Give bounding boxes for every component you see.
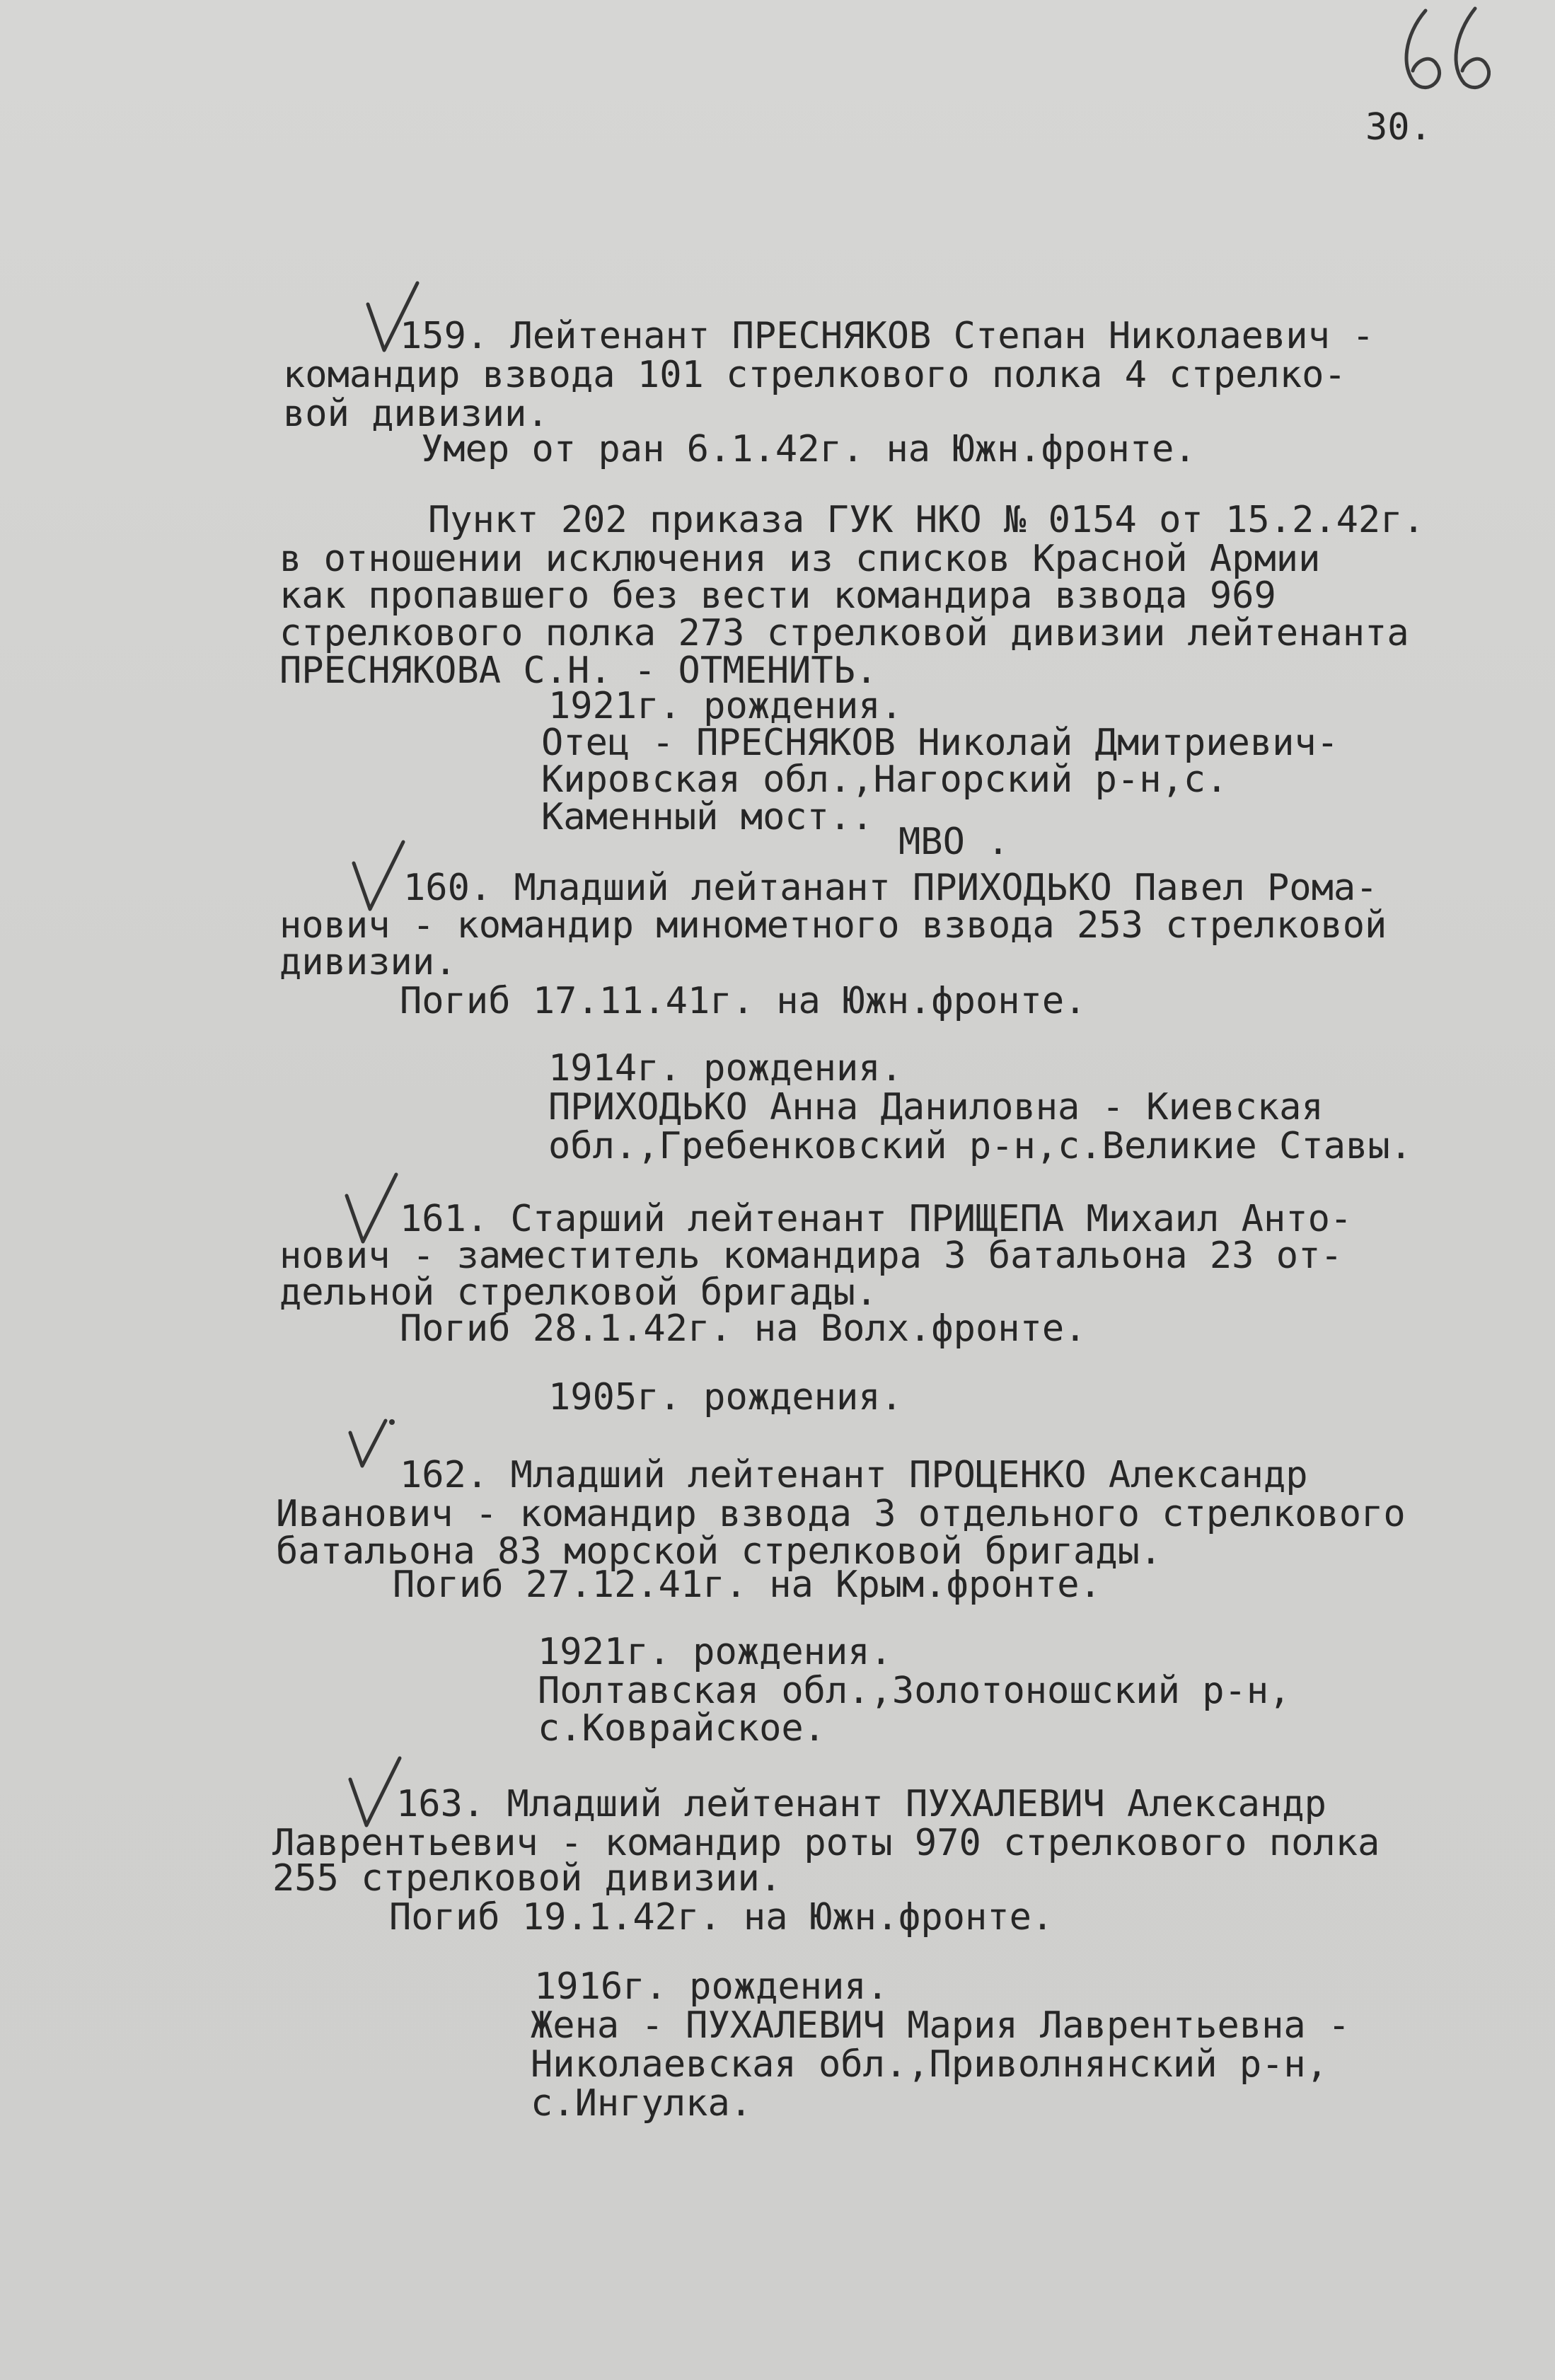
- entry-163-line-2: Лаврентьевич - командир роты 970 стрелкового полка: [272, 1822, 1380, 1864]
- entry-159-line-7: как пропавшего без вести командира взвода 969: [279, 574, 1276, 617]
- entry-162-line-2: Иванович - командир взвода 3 отдельного стрелкового: [276, 1493, 1406, 1535]
- entry-163-line-7: Николаевская обл.,Приволнянский р-н,: [531, 2043, 1329, 2086]
- page-number: 30.: [1365, 106, 1432, 149]
- entry-160-line-6: ПРИХОДЬКО Анна Даниловна - Киевская: [548, 1086, 1324, 1128]
- entry-159-line-6: в отношении исключения из списков Красной Армии: [279, 538, 1321, 580]
- entry-162-line-6: Полтавская обл.,Золотоношский р-н,: [538, 1670, 1291, 1712]
- entry-160-line-3: дивизии.: [279, 941, 457, 983]
- entry-163-line-4: Погиб 19.1.42г. на Южн.фронте.: [389, 1896, 1054, 1939]
- entry-159-line-14: МВО .: [898, 821, 1010, 863]
- entry-159-line-4: Умер от ран 6.1.42г. на Южн.фронте.: [421, 428, 1196, 470]
- entry-161-line-1: 161. Старший лейтенант ПРИЩЕПА Михаил Анто-: [400, 1198, 1353, 1240]
- entry-159-line-12: Кировская обл.,Нагорский р-н,с.: [541, 758, 1228, 801]
- entry-162-line-4: Погиб 27.12.41г. на Крым.фронте.: [393, 1564, 1102, 1606]
- entry-159-line-8: стрелкового полка 273 стрелковой дивизии лейтенанта: [279, 612, 1409, 654]
- entry-159-line-9: ПРЕСНЯКОВА С.Н. - ОТМЕНИТЬ.: [279, 649, 878, 692]
- entry-159-line-5: Пункт 202 приказа ГУК НКО № 0154 от 15.2.42г.: [428, 499, 1425, 541]
- entry-163-line-3: 255 стрелковой дивизии.: [272, 1857, 782, 1900]
- entry-161-line-4: Погиб 28.1.42г. на Волх.фронте.: [400, 1307, 1087, 1350]
- check-mark-icon: [347, 1415, 396, 1472]
- entry-160-line-5: 1914г. рождения.: [548, 1047, 903, 1090]
- handwritten-folio-number: [1397, 0, 1510, 106]
- entry-159-line-10: 1921г. рождения.: [548, 685, 903, 727]
- entry-159-line-3: вой дивизии.: [283, 393, 549, 435]
- entry-160-line-4: Погиб 17.11.41г. на Южн.фронте.: [400, 980, 1087, 1022]
- entry-160-line-7: обл.,Гребенковский р-н,с.Великие Ставы.: [548, 1125, 1412, 1167]
- entry-161-line-5: 1905г. рождения.: [548, 1376, 903, 1419]
- check-mark-icon: [347, 1755, 403, 1832]
- entry-161-line-2: нович - заместитель командира 3 батальона 23 от-: [279, 1235, 1343, 1277]
- entry-162-line-3: батальона 83 морской стрелковой бригады.: [276, 1530, 1162, 1573]
- entry-162-line-1: 162. Младший лейтенант ПРОЦЕНКО Александр: [400, 1454, 1308, 1496]
- entry-163-line-1: 163. Младший лейтенант ПУХАЛЕВИЧ Александр: [396, 1783, 1326, 1825]
- entry-163-line-6: Жена - ПУХАЛЕВИЧ Мария Лаврентьевна -: [531, 2004, 1351, 2047]
- entry-159-line-13: Каменный мост..: [541, 796, 874, 838]
- entry-163-line-5: 1916г. рождения.: [534, 1965, 889, 2008]
- entry-161-line-3: дельной стрелковой бригады.: [279, 1271, 878, 1314]
- entry-160-line-2: нович - командир минометного взвода 253 стрелковой: [279, 904, 1387, 947]
- handwritten-number-icon: [1397, 0, 1510, 106]
- entry-159-line-2: командир взвода 101 стрелкового полка 4 стрелко-: [283, 354, 1346, 396]
- entry-163-line-8: с.Ингулка.: [531, 2082, 753, 2125]
- entry-162-line-7: с.Коврайское.: [538, 1707, 826, 1750]
- entry-160-line-1: 160. Младший лейтанант ПРИХОДЬКО Павел Рома-: [403, 867, 1378, 909]
- entry-159-line-11: Отец - ПРЕСНЯКОВ Николай Дмитриевич-: [541, 722, 1339, 764]
- entry-162-line-5: 1921г. рождения.: [538, 1631, 892, 1673]
- entry-159-line-1: 159. Лейтенант ПРЕСНЯКОВ Степан Николаевич -: [400, 315, 1375, 357]
